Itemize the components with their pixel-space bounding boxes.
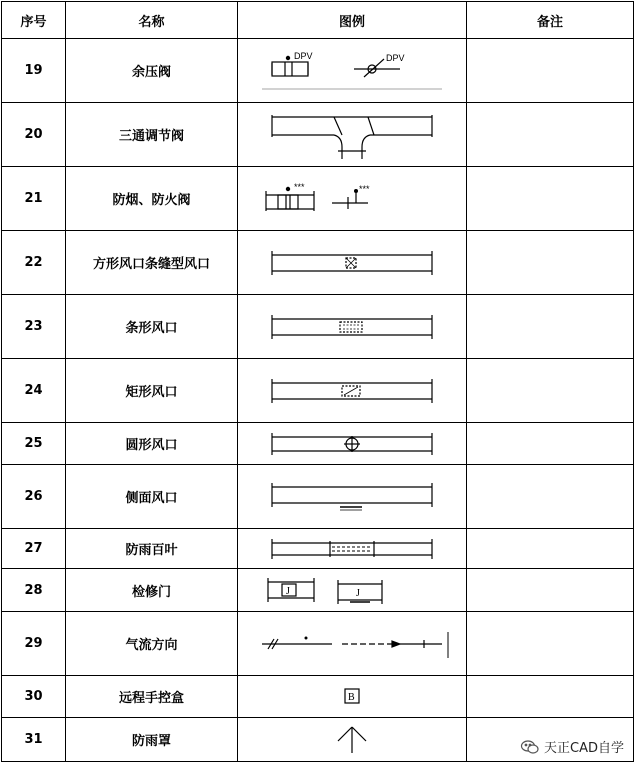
row-number: 27 <box>2 529 66 569</box>
round-diffuser-symbol <box>252 429 452 459</box>
row-name: 三通调节阀 <box>66 103 238 167</box>
table-row <box>2 529 634 569</box>
row-name: 检修门 <box>66 569 238 612</box>
row-name: 防雨罩 <box>66 718 238 762</box>
row-name: 方形风口条缝型风口 <box>66 231 238 295</box>
square-slot-diffuser-symbol <box>252 243 452 283</box>
row-legend <box>238 612 467 676</box>
row-legend <box>238 676 467 718</box>
row-legend <box>238 167 467 231</box>
row-note <box>467 529 634 569</box>
table-row <box>2 295 634 359</box>
table-row <box>2 569 634 612</box>
table-header-row <box>2 2 634 39</box>
table-row <box>2 423 634 465</box>
row-name: 矩形风口 <box>66 359 238 423</box>
row-number: 29 <box>2 612 66 676</box>
table-row <box>2 676 634 718</box>
remote-box-label: B <box>348 691 355 703</box>
table-row <box>2 167 634 231</box>
row-note <box>467 423 634 465</box>
rectangular-grille-symbol <box>252 371 452 411</box>
watermark-text: 天正CAD自学 <box>544 741 624 756</box>
remote-control-box-symbol <box>332 683 372 711</box>
row-legend <box>238 231 467 295</box>
fire-smoke-damper-symbol <box>252 177 452 221</box>
row-legend <box>238 423 467 465</box>
row-number: 31 <box>2 718 66 762</box>
row-note <box>467 295 634 359</box>
table-row <box>2 231 634 295</box>
table-row <box>2 103 634 167</box>
row-note <box>467 167 634 231</box>
row-number: 28 <box>2 569 66 612</box>
table-row <box>2 39 634 103</box>
row-number: 30 <box>2 676 66 718</box>
row-number: 22 <box>2 231 66 295</box>
damper-label-2: *** <box>359 183 370 194</box>
linear-grille-symbol <box>252 307 452 347</box>
row-note <box>467 359 634 423</box>
row-name: 圆形风口 <box>66 423 238 465</box>
wechat-icon <box>520 739 540 755</box>
access-door-symbol <box>252 574 452 606</box>
access-door-label-1: J <box>286 586 290 597</box>
row-number: 24 <box>2 359 66 423</box>
row-legend <box>238 39 467 103</box>
header-note: 备注 <box>467 2 634 39</box>
side-grille-symbol <box>252 477 452 517</box>
header-name: 名称 <box>66 2 238 39</box>
header-no: 序号 <box>2 2 66 39</box>
row-number: 19 <box>2 39 66 103</box>
row-legend <box>238 465 467 529</box>
row-note <box>467 103 634 167</box>
row-note <box>467 39 634 103</box>
header-legend: 图例 <box>238 2 467 39</box>
dpv-label-2: DPV <box>386 52 405 63</box>
row-note <box>467 231 634 295</box>
rain-cap-symbol <box>332 723 372 757</box>
row-note <box>467 676 634 718</box>
row-legend <box>238 359 467 423</box>
row-legend <box>238 529 467 569</box>
dpv-label-1: DPV <box>294 50 313 61</box>
table-row <box>2 465 634 529</box>
row-number: 21 <box>2 167 66 231</box>
row-number: 23 <box>2 295 66 359</box>
row-number: 25 <box>2 423 66 465</box>
row-name: 侧面风口 <box>66 465 238 529</box>
row-legend <box>238 103 467 167</box>
row-name: 防烟、防火阀 <box>66 167 238 231</box>
tee-damper-symbol <box>252 107 452 163</box>
row-name: 防雨百叶 <box>66 529 238 569</box>
row-number: 26 <box>2 465 66 529</box>
row-note <box>467 465 634 529</box>
row-legend <box>238 718 467 762</box>
row-name: 远程手控盒 <box>66 676 238 718</box>
weather-louver-symbol <box>252 535 452 563</box>
relief-valve-symbol <box>252 49 452 93</box>
table-row <box>2 612 634 676</box>
row-name: 条形风口 <box>66 295 238 359</box>
damper-label-1: *** <box>294 181 305 192</box>
row-note <box>467 569 634 612</box>
access-door-label-2: J <box>356 588 360 599</box>
row-legend <box>238 295 467 359</box>
row-name: 气流方向 <box>66 612 238 676</box>
table-row <box>2 359 634 423</box>
symbol-table <box>1 1 634 762</box>
watermark <box>516 735 628 758</box>
row-name: 余压阀 <box>66 39 238 103</box>
row-legend <box>238 569 467 612</box>
airflow-direction-symbol <box>252 624 452 664</box>
row-note <box>467 612 634 676</box>
row-number: 20 <box>2 103 66 167</box>
